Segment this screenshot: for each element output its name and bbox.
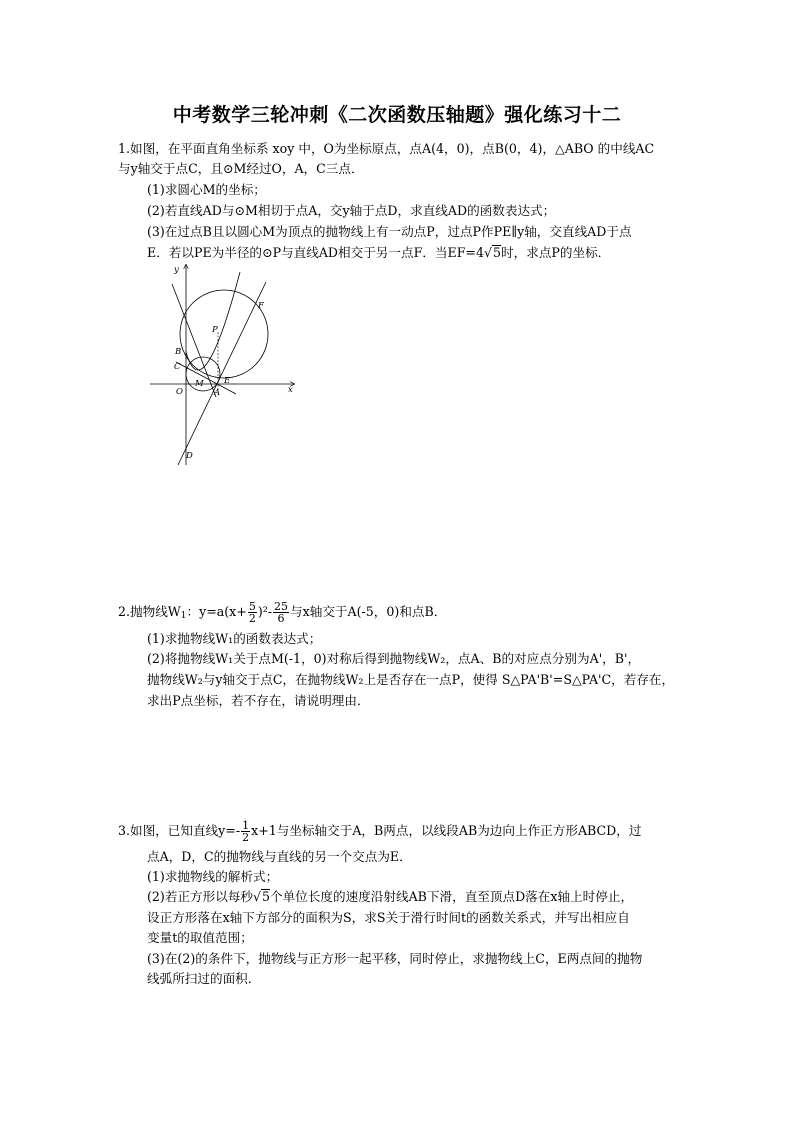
q2-part-2c: 求出P点坐标，若不存在，请说明理由． [147, 693, 370, 708]
q1-part-1: (1)求圆心M的坐标； [147, 182, 266, 197]
q3-fraction [241, 820, 250, 843]
q1-part-3b-radicand: 5 [493, 245, 502, 260]
line-ad [178, 282, 266, 465]
circle-p [180, 290, 268, 378]
q2-frac-2-den: 6 [277, 612, 285, 625]
q2-text-c: )²- [257, 604, 273, 619]
q3-line-2: 点A，D，C的抛物线与直线的另一个交点为E． [147, 849, 412, 864]
q2-line-1 [118, 599, 446, 629]
q1-figure [148, 262, 298, 467]
parabola [186, 272, 240, 370]
q1-part-3b [147, 243, 610, 263]
q3-part-2a [147, 887, 633, 907]
label-o: O [176, 387, 183, 397]
q1-line-2: 与y轴交于点C，且⊙M经过O，A，C三点． [118, 161, 364, 176]
q3-part-3a: (3)在(2)的条件下，抛物线与正方形一起平移，同时停止，求抛物线上C，E两点间的抛物 [147, 951, 643, 966]
q3-line-1 [118, 818, 641, 844]
q2-frac-1-den: 2 [248, 612, 256, 625]
q3-part-1: (1)求抛物线的解析式； [147, 869, 279, 884]
q2-text-d: 与x轴交于A(-5，0)和点B． [290, 604, 447, 619]
q2-part-1: (1)求抛物线W₁的函数表达式； [147, 631, 322, 646]
label-f: F [258, 301, 264, 311]
label-a: A [214, 388, 221, 398]
q2-fraction-2 [273, 601, 289, 624]
q2-part-2a: (2)将抛物线W₁关于点M(-1，0)对称后得到抛物线W₂，点A、B的对应点分别为A'，B'， [147, 651, 641, 666]
sqrt-sign: √ [484, 245, 493, 260]
label-x: x [288, 385, 293, 395]
q2-frac-1-num: 5 [248, 600, 256, 613]
q2-frac-2-num: 25 [274, 600, 289, 613]
q2-sub-1: 1 [180, 611, 187, 621]
label-c: C [174, 362, 181, 372]
q3-part-3b: 线弧所扫过的面积． [147, 971, 261, 986]
q3-part-2a-pre: (2)若正方形以每秒 [147, 889, 253, 904]
q2-fraction-1 [248, 601, 257, 624]
q2-part-2b: 抛物线W₂与y轴交于点C，在抛物线W₂上是否存在一点P，使得 S△PA'B'=S△PA'C，若存在， [147, 672, 675, 687]
sqrt-sign: √ [253, 889, 262, 904]
q2-text-b: ：y=a(x+ [186, 604, 247, 619]
label-d: D [186, 451, 193, 461]
q1-part-3b-post: 时，求点P的坐标． [501, 245, 611, 260]
q3-text-a: 3.如图，已知直线y=- [118, 823, 241, 838]
label-e: E [224, 376, 231, 386]
q1-line-1: 1.如图，在平面直角坐标系 xoy 中，O为坐标原点，点A(4，0)，点B(0，4)，△ABO 的中线AC [118, 141, 655, 156]
q3-part-2a-post: 个单位长度的速度沿射线AB下滑，直至顶点D落在x轴上时停止， [270, 889, 634, 904]
q2-text-a: 2.抛物线W [118, 604, 181, 619]
q1-part-2: (2)若直线AD与⊙M相切于点A，交y轴于点D，求直线AD的函数表达式； [147, 203, 556, 218]
label-y: y [174, 265, 179, 275]
label-m: M [195, 379, 204, 389]
q3-frac-num: 1 [242, 819, 250, 832]
q1-part-3b-pre: E．若以PE为半径的⊙P与直线AD相交于另一点F．当EF=4 [147, 245, 484, 260]
q3-part-2b: 设正方形落在x轴下方部分的面积为S，求S关于滑行时间t的函数关系式，并写出相应自 [147, 910, 630, 925]
label-p: P [212, 325, 218, 335]
q3-part-2a-radicand: 5 [262, 889, 271, 904]
q3-text-b: x+1与坐标轴交于A，B两点，以线段AB为边向上作正方形ABCD，过 [251, 823, 642, 838]
q3-frac-den: 2 [242, 831, 250, 844]
q3-part-2c: 变量t的取值范围； [147, 930, 253, 945]
label-b: B [175, 347, 182, 357]
q1-part-3a: (3)在过点B且以圆心M为顶点的抛物线上有一动点P，过点P作PE∥y轴，交直线AD于点 [147, 224, 632, 239]
page-title: 中考数学三轮冲刺《二次函数压轴题》强化练习十二 [172, 104, 622, 126]
